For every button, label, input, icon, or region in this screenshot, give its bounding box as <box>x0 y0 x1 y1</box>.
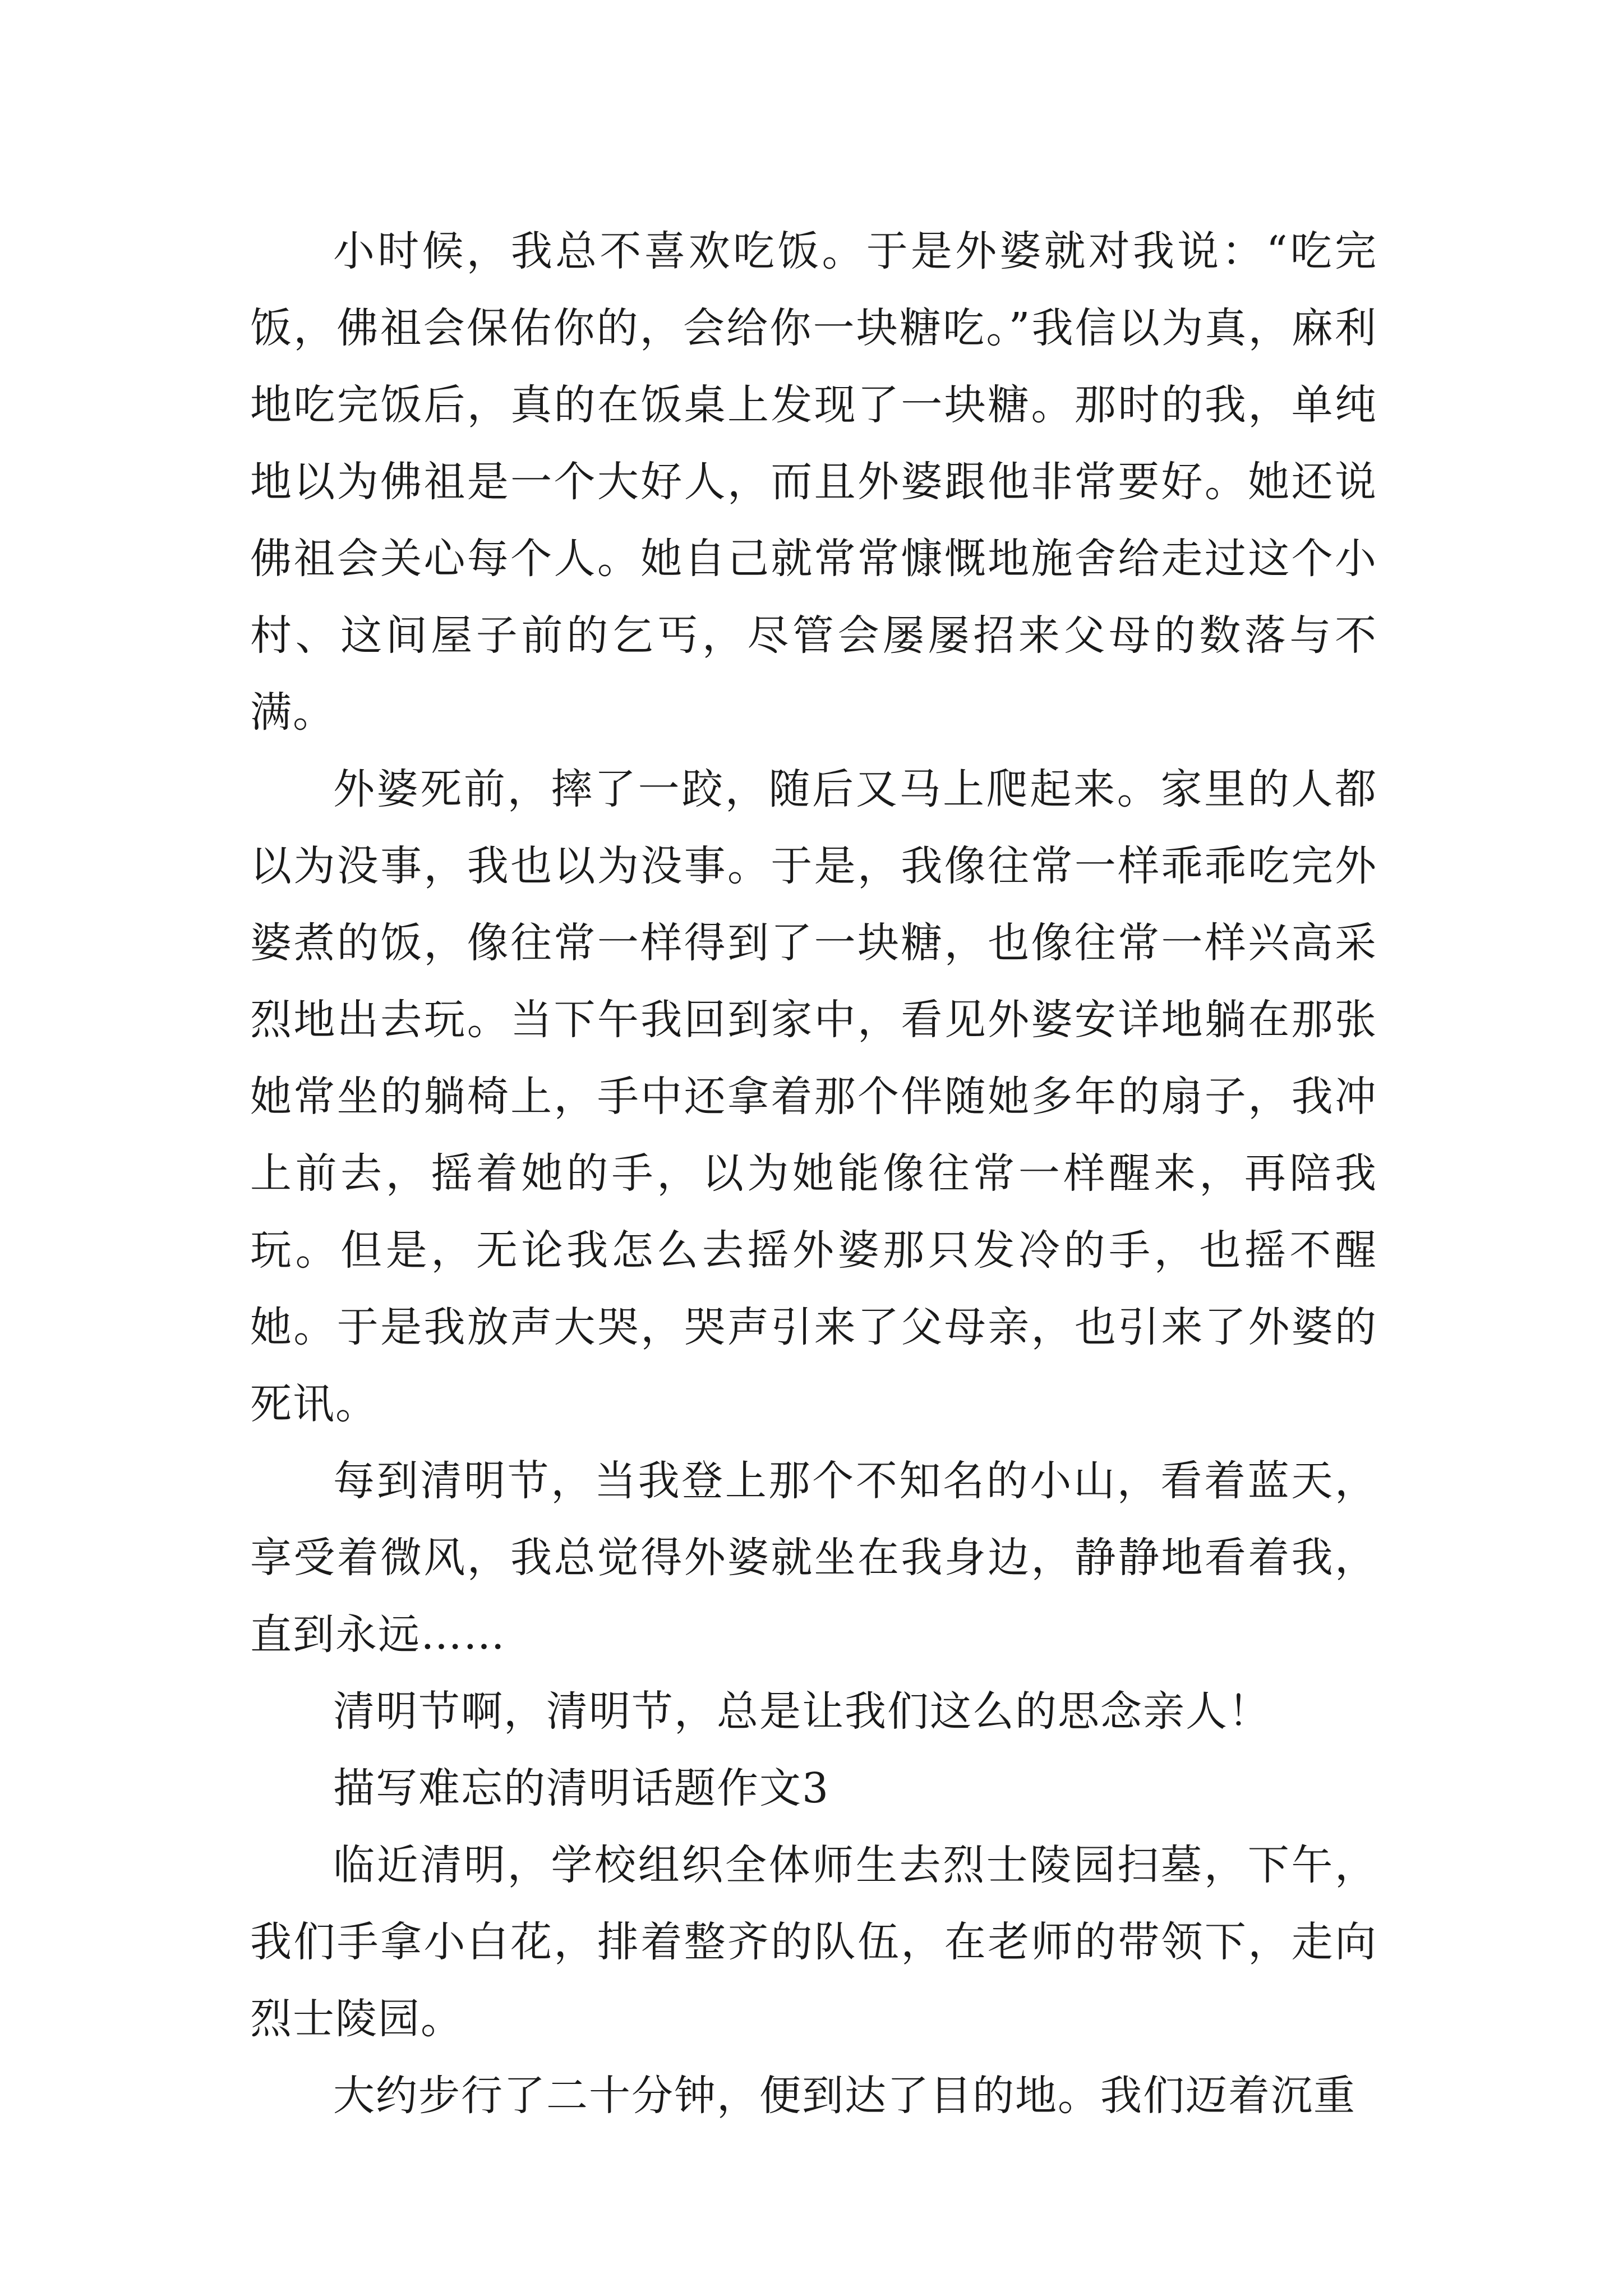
paragraph-1: 小时候，我总不喜欢吃饭。于是外婆就对我说：“吃完饭，佛祖会保佑你的，会给你一块糖吃。”我信以为真，麻利地吃完饭后，真的在饭桌上发现了一块糖。那时的我，单纯地以为佛祖是一个大好人，而且外婆跟他非常要好。她还说佛祖会关心每个人。她自己就常常慷慨地施舍给走过这个小村、这间屋子前的乞丐，尽管会屡屡招来父母的数落与不满。 <box>250 227 1377 737</box>
paragraph-3: 每到清明节，当我登上那个不知名的小山，看着蓝天，享受着微风，我总觉得外婆就坐在我身边，静静地看着我，直到永远…… <box>250 1457 1377 1659</box>
section-heading: 描写难忘的清明话题作文3 <box>333 1764 830 1812</box>
paragraph-4: 清明节啊，清明节，总是让我们这么的思念亲人！ <box>333 1687 1271 1736</box>
document-body <box>250 213 1377 2134</box>
paragraph-6: 大约步行了二十分钟，便到达了目的地。我们迈着沉重 <box>333 2072 1356 2120</box>
paragraph-2: 外婆死前，摔了一跤，随后又马上爬起来。家里的人都以为没事，我也以为没事。于是，我像往常一样乖乖吃完外婆煮的饭，像往常一样得到了一块糖，也像往常一样兴高采烈地出去玩。当下午我回到家中，看见外婆安详地躺在那张她常坐的躺椅上，手中还拿着那个伴随她多年的扇子，我冲上前去，摇着她的手，以为她能像往常一样醒来，再陪我玩。但是，无论我怎么去摇外婆那只发冷的手，也摇不醒她。于是我放声大哭，哭声引来了父母亲，也引来了外婆的死讯。 <box>250 765 1377 1428</box>
paragraph-5: 临近清明，学校组织全体师生去烈士陵园扫墓，下午，我们手拿小白花，排着整齐的队伍，在老师的带领下，走向烈士陵园。 <box>250 1841 1377 2043</box>
